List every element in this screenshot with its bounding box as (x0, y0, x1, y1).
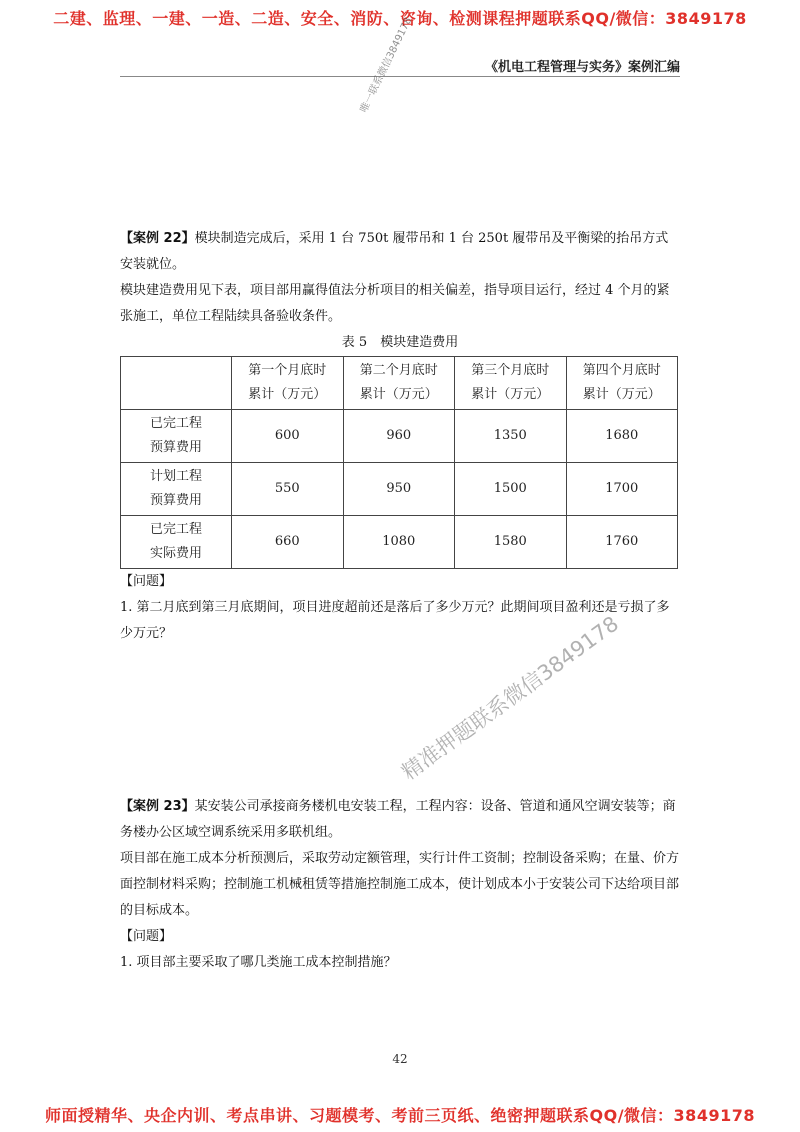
case-22-question-1: 1. 第二月底到第三月底期间，项目进度超前还是落后了多少万元？此期间项目盈利还是亏损了多少万元？ (120, 600, 670, 641)
case-22-intro (120, 226, 680, 278)
case-23-question-label: 【问题】 (120, 929, 173, 944)
case-23-intro-text: 某安装公司承接商务楼机电安装工程，工程内容：设备、管道和通风空调安装等；商务楼办公区域空调系统采用多联机组。 (120, 799, 676, 840)
table-row-header: 计划工程 预算费用 (121, 463, 232, 516)
table-cell: 1500 (455, 463, 567, 516)
watermark-large: 精准押题联系微信3849178 (397, 611, 624, 785)
cost-table (120, 356, 678, 569)
case-22-para2: 模块建造费用见下表，项目部用赢得值法分析项目的相关偏差，指导项目运行，经过 4 个月的紧张施工，单位工程陆续具备验收条件。 (120, 283, 670, 324)
case-23-question-1: 1. 项目部主要采取了哪几类施工成本控制措施？ (120, 955, 397, 970)
table-col-header: 第三个月底时 累计（万元） (455, 357, 567, 410)
table-cell: 950 (343, 463, 455, 516)
case-23-label: 【案例 23】 (120, 799, 195, 814)
table-row-header: 已完工程 实际费用 (121, 516, 232, 569)
case-22-question-label: 【问题】 (120, 574, 173, 589)
table-caption: 表 5 模块建造费用 (341, 335, 459, 350)
table-row (121, 463, 678, 516)
table-cell: 960 (343, 410, 455, 463)
table-row-header: 已完工程 预算费用 (121, 410, 232, 463)
case-22-label: 【案例 22】 (120, 231, 195, 246)
table-cell: 550 (232, 463, 344, 516)
table-cell: 660 (232, 516, 344, 569)
case-22-intro-text: 模块制造完成后，采用 1 台 750t 履带吊和 1 台 250t 履带吊及平衡梁的抬吊方式安装就位。 (120, 231, 669, 272)
table-corner-cell (121, 357, 232, 410)
table-cell: 1760 (566, 516, 678, 569)
case-23 (120, 794, 680, 976)
table-col-header: 第一个月底时 累计（万元） (232, 357, 344, 410)
watermark-small: 唯一联系微信3849178 (358, 15, 415, 115)
table-header-row (121, 357, 678, 410)
bottom-banner: 师面授精华、央企内训、考点串讲、习题模考、考前三页纸、绝密押题联系QQ/微信：3849178 (45, 1106, 755, 1125)
page-number: 42 (392, 1052, 408, 1066)
case-23-intro (120, 794, 680, 846)
table-row (121, 516, 678, 569)
table-col-header: 第二个月底时 累计（万元） (343, 357, 455, 410)
header-title: 《机电工程管理与实务》案例汇编 (484, 60, 680, 75)
table-col-header: 第四个月底时 累计（万元） (566, 357, 678, 410)
top-banner: 二建、监理、一建、一造、二造、安全、消防、咨询、检测课程押题联系QQ/微信：3849178 (53, 9, 747, 28)
table-cell: 600 (232, 410, 344, 463)
table-cell: 1580 (455, 516, 567, 569)
table-cell: 1350 (455, 410, 567, 463)
table-cell: 1080 (343, 516, 455, 569)
table-cell: 1680 (566, 410, 678, 463)
case-23-para2: 项目部在施工成本分析预测后，采取劳动定额管理，实行计件工资制；控制设备采购；在量、价方面控制材料采购；控制施工机械租赁等措施控制施工成本，使计划成本小于安装公司下达给项目部的目标成本。 (120, 851, 680, 918)
table-cell: 1700 (566, 463, 678, 516)
case-22 (120, 226, 680, 647)
header-divider (120, 76, 680, 77)
table-row (121, 410, 678, 463)
